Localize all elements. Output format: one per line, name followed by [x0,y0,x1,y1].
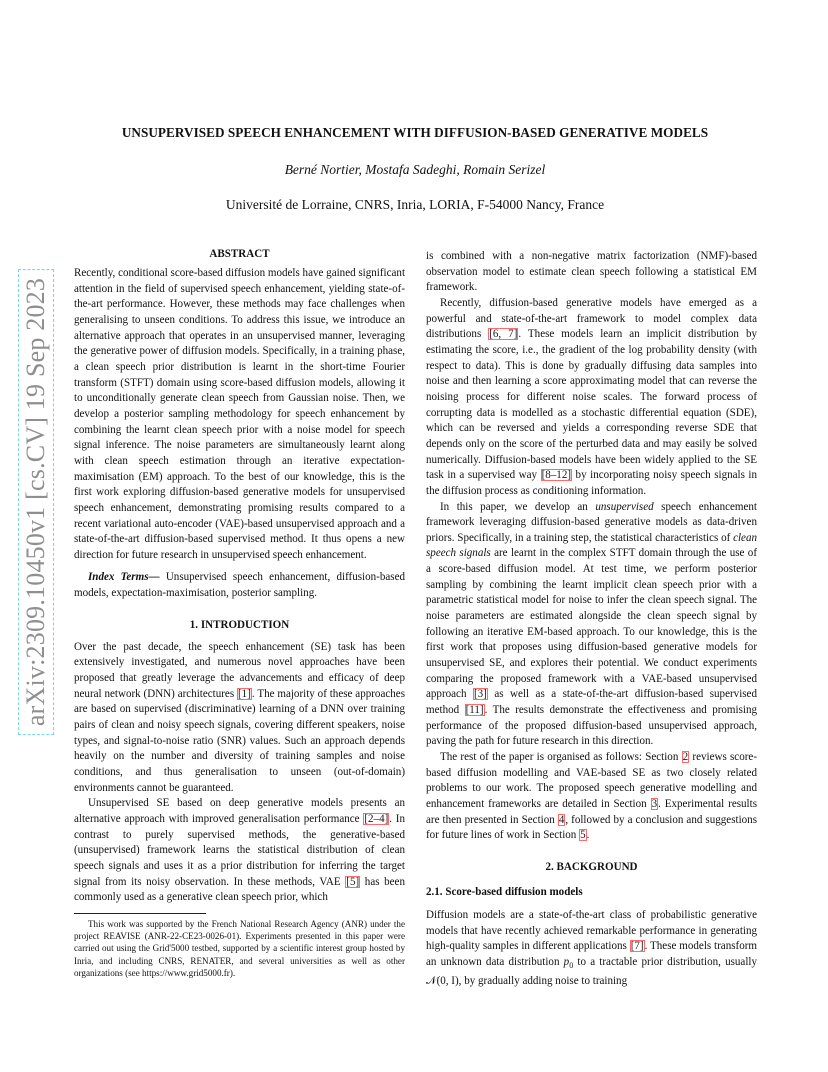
index-terms-text: Unsupervised speech enhancement, diffusion-based models, expectation-maximisation, posterior sampling. [74,571,405,600]
intro-heading: 1. INTRODUCTION [189,618,290,631]
paper-title: UNSUPERVISED SPEECH ENHANCEMENT WITH DIFFUSION-BASED GENERATIVE MODELS [121,125,709,140]
index-terms [74,570,405,601]
citation-link[interactable]: [2–4] [364,813,389,825]
citation-link[interactable]: [5] [346,875,360,888]
citation-link[interactable]: [7] [630,940,644,953]
math-p: p [563,955,570,968]
citation-link[interactable]: [11] [465,704,484,717]
section-link[interactable]: 4 [558,813,565,826]
right-paragraph-5: Diffusion models are a state-of-the-art class of probabilistic generative models that have recently achieved remarkable performance in generating high-quality samples in different applications [7]. These models transform an unknown data distribution $p_0$ to a tractable prior distribution, usually 𝒩(0, I), by gradually adding noise to training [426,908,757,987]
citation-link[interactable]: [1] [238,687,251,700]
paper-authors: Berné Nortier, Mostafa Sadeghi, Romain Serizel [284,162,546,177]
left-column [74,248,405,906]
footnote: This work was supported by the French National Research Agency (ANR) under the project REAVISE (ANR-22-CE23-0026-01). Experiments presented in this paper were carried out using the Grid'5000 testbed, supported by a scientific interest group hosted by Inria, and including CNRS, RENATER, and several universities as well as other organizations (see https://www.grid5000.fr). [74,919,405,978]
arxiv-id: arXiv:2309.10450v1 [cs.CV] 19 Sep 2023 [18,269,54,735]
index-terms-label: Index Terms— [88,571,160,584]
abstract-heading: ABSTRACT [209,248,270,260]
right-paragraph-2: Recently, diffusion-based generative models have emerged as a powerful and state-of-the-art framework to model complex data distributions [6, 7]. These models learn an implicit distribution by estimating the score, i.e., the gradient of the log probability density (with respect to data). This is done by gradually diffusing data samples into noise and then learning a score approximating model that can reverse the noising process for different noise scales. The forward process of corrupting data is modelled as a stochastic differential equation (SDE), which can be reversed and yields a corresponding reverse SDE that depends only on the score of the perturbed data and may easily be solved numerically. Diffusion-based models have been widely applied to the SE task in a supervised way [8–12] by incorporating noisy speech signals in the diffusion process as conditioning information. [426,296,758,497]
subsection-heading: 2.1. Score-based diffusion models [426,885,583,898]
right-column [426,249,757,989]
right-paragraph-1: is combined with a non-negative matrix factorization (NMF)-based observation model to estimate clean speech following a statistical EM framework. [426,250,757,294]
abstract-text: Recently, conditional score-based diffusion models have gained significant attention in the field of supervised speech enhancement, yielding state-of-the-art performance. However, these methods may face challenges when generalising to unseen conditions. To address this issue, we introduce an alternative approach that operates in an unsupervised manner, leveraging the generative power of diffusion models. Specifically, in a training phase, a clean speech prior distribution is learnt in the short-time Fourier transform (STFT) domain using score-based diffusion models, allowing it to unconditionally generate clean speech from Gaussian noise. Then, we develop a posterior sampling methodology for speech enhancement by combining the learnt clean speech prior with a noise model for speech signal inference. The noise parameters are simultaneously learnt along with clean speech estimation through an iterative expectation-maximisation (EM) approach. To the best of our knowledge, this is the first work exploring diffusion-based generative models for unsupervised speech enhancement, demonstrating promising results compared to a recent variational auto-encoder (VAE)-based unsupervised approach and a state-of-the-art diffusion-based supervised method. It thus opens a new direction for future research in unsupervised speech enhancement. [74,267,406,561]
intro-paragraph-2: Unsupervised SE based on deep generative models presents an alternative approach with improved generalisation performance [2–4]. In contrast to purely supervised methods, the generative-based (unsupervised) framework learns the statistical distribution of clean speech signals and uses it as a prior distribution for inferring the target signal from its noisy observation. In these methods, VAE [5] has been commonly used as a generative clean speech prior, which [74,797,405,904]
section-link[interactable]: 3 [651,797,658,810]
math-normal: 𝒩(0, I) [426,974,459,987]
background-heading: 2. BACKGROUND [545,860,638,873]
right-paragraph-4: The rest of the paper is organised as follows: Section 2 reviews score-based diffusion modelling and VAE-based SE as two closely related problems to our work. The proposed speech generative modelling and enhancement frameworks are detailed in Section 3. Experimental results are then presented in Section 4, followed by a conclusion and suggestions for future lines of work in Section 5. [426,751,757,842]
arxiv-stamp [14,258,58,746]
section-link[interactable]: 5 [580,829,586,842]
right-paragraph-3: In this paper, we develop an unsupervised speech enhancement framework leveraging diffusion-based generative models as data-driven priors. Specifically, in a training step, the statistical characteristics of clean speech signals are learnt in the complex STFT domain through the use of a score-based diffusion model. At test time, we perform posterior sampling by combining the learnt implicit clean speech prior with a parametric statistical model for noise to infer the clean speech signal. The noise parameters are estimated alongside the clean speech signal by following an iterative EM-based approach. To our knowledge, this is the first work that proposes using diffusion-based generative models for unsupervised SE, and explores their potential. We conduct experiments comparing the proposed framework with a VAE-based unsupervised approach [3] as well as a state-of-the-art diffusion-based supervised method [11]. The results demonstrate the effectiveness and promising performance of the proposed diffusion-based unsupervised approach, paving the path for future research in this direction. [426,500,757,748]
citation-link[interactable]: [6, 7] [489,328,518,341]
paper-affiliation: Université de Lorraine, CNRS, Inria, LORIA, F-54000 Nancy, France [225,197,605,212]
footnote-rule [74,913,206,914]
section-link[interactable]: 2 [682,751,689,763]
math-sub: 0 [569,961,574,971]
citation-link[interactable]: [8–12] [541,469,572,482]
intro-paragraph-1: Over the past decade, the speech enhancement (SE) task has been extensively investigated, and numerous novel approaches have been proposed that greatly leverage the advancements and efficacy of deep neural network (DNN) architectures [1]. The majority of these approaches are based on supervised (discriminative) learning of a DNN over training pairs of clean and noisy speech signals, covering different speakers, noise types, and signal-to-noise ratio (SNR) values. Such an approach depends heavily on the number and diversity of training samples and noise conditions, and thus generalisation to unseen (out-of-domain) environments cannot be guaranteed. [74,640,405,794]
citation-link[interactable]: [3] [473,688,487,701]
